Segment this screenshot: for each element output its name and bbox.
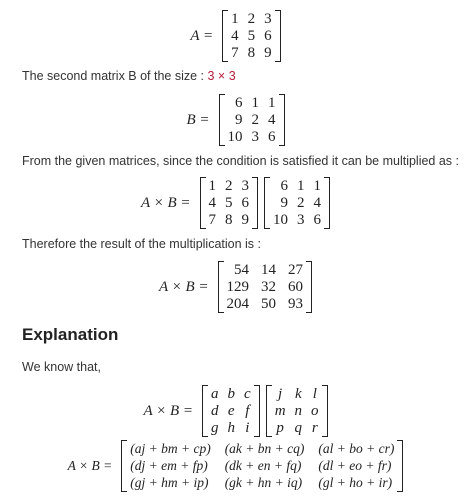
matrix-cell: 6	[268, 129, 276, 145]
matrix-a-label: A =	[190, 27, 214, 44]
matrix-cell: k	[294, 386, 302, 402]
matrix-cell: 3	[264, 11, 272, 27]
matrix-cell: 1	[208, 178, 217, 194]
matrix-cell: 3	[251, 129, 260, 145]
matrix-cell: (al + bo + cr)	[318, 441, 395, 456]
matrix-cell: e	[227, 403, 235, 419]
product-left-grid	[206, 177, 253, 229]
product-right-grid	[270, 177, 324, 229]
matrix-cell: 14	[261, 262, 277, 278]
matrix-cell: (dj + em + fp)	[130, 458, 208, 473]
matrix-cell: 129	[226, 279, 250, 295]
general-result-equation	[0, 440, 474, 492]
matrix-cell: j	[278, 386, 283, 402]
matrix-cell: 1	[231, 11, 239, 27]
matrix-cell: d	[211, 403, 219, 419]
we-know-paragraph: We know that,	[22, 360, 101, 374]
general-product-equation	[0, 385, 474, 437]
matrix-cell: r	[311, 420, 318, 436]
matrix-cell: (ak + bn + cq)	[224, 441, 305, 456]
matrix-cell: 204	[226, 296, 250, 312]
condition-paragraph: From the given matrices, since the condition is satisfied it can be multiplied as :	[22, 154, 460, 168]
general-result-label: A × B =	[67, 458, 113, 473]
matrix-cell: 7	[208, 212, 217, 228]
matrix-cell: l	[312, 386, 317, 402]
matrix-cell: 4	[313, 195, 322, 211]
matrix-cell: 6	[264, 28, 272, 44]
matrix-b-equation	[0, 94, 474, 146]
matrix-cell: 1	[313, 178, 322, 194]
matrix-cell: 60	[288, 279, 304, 295]
matrix-b-label: B =	[186, 111, 210, 128]
general-right-matrix	[266, 385, 328, 437]
product-setup-equation	[0, 177, 474, 229]
matrix-cell: i	[245, 420, 250, 436]
matrix-cell: p	[276, 420, 284, 436]
result-label: A × B =	[158, 278, 209, 295]
result-grid	[224, 261, 307, 313]
matrix-cell: 6	[241, 195, 250, 211]
matrix-cell: 10	[273, 212, 289, 228]
matrix-cell: (gl + ho + ir)	[318, 475, 393, 490]
result-matrix	[218, 261, 313, 313]
product-left-matrix	[200, 177, 259, 229]
matrix-cell: 6	[235, 95, 243, 111]
matrix-cell: 1	[297, 178, 305, 194]
general-result-grid	[127, 440, 397, 492]
matrix-cell: 3	[241, 178, 250, 194]
matrix-cell: 4	[208, 195, 217, 211]
matrix-cell: (dk + en + fq)	[224, 458, 302, 473]
matrix-cell: 9	[235, 112, 243, 128]
matrix-cell: 8	[247, 45, 256, 61]
matrix-cell: 9	[241, 212, 250, 228]
matrix-cell: 2	[297, 195, 305, 211]
matrix-cell: 2	[225, 178, 233, 194]
matrix-cell: (dl + eo + fr)	[318, 458, 392, 473]
matrix-cell: (gj + hm + ip)	[130, 475, 209, 490]
product-right-matrix	[264, 177, 330, 229]
general-left-matrix	[202, 385, 260, 437]
matrix-cell: 6	[313, 212, 322, 228]
matrix-b-grid	[225, 94, 279, 146]
general-right-grid	[272, 385, 322, 437]
matrix-cell: 1	[251, 95, 260, 111]
matrix-cell: 3	[297, 212, 305, 228]
matrix-b	[219, 94, 285, 146]
matrix-cell: f	[245, 403, 250, 419]
matrix-cell: 2	[247, 11, 256, 27]
matrix-cell: 1	[268, 95, 276, 111]
matrix-cell: 4	[231, 28, 239, 44]
intro-size: 3 × 3	[207, 69, 236, 83]
matrix-a-grid	[228, 10, 275, 62]
matrix-cell: m	[274, 403, 286, 419]
product-label: A × B =	[140, 194, 191, 211]
matrix-cell: 10	[227, 129, 243, 145]
matrix-cell: c	[244, 386, 251, 402]
matrix-cell: h	[227, 420, 236, 436]
matrix-cell: 6	[280, 178, 289, 194]
matrix-cell: (gk + hn + iq)	[224, 475, 303, 490]
matrix-cell: 50	[261, 296, 277, 312]
general-result-matrix	[121, 440, 403, 492]
matrix-cell: 27	[288, 262, 304, 278]
matrix-cell: 9	[264, 45, 272, 61]
matrix-cell: 32	[261, 279, 277, 295]
general-left-grid	[208, 385, 254, 437]
matrix-cell: 7	[231, 45, 239, 61]
intro-paragraph	[22, 69, 236, 83]
matrix-cell: n	[294, 403, 303, 419]
matrix-cell: (aj + bm + cp)	[130, 441, 211, 456]
matrix-a	[222, 10, 281, 62]
matrix-cell: b	[227, 386, 236, 402]
explanation-heading: Explanation	[22, 325, 119, 344]
matrix-cell: 8	[225, 212, 233, 228]
result-paragraph: Therefore the result of the multiplication is :	[22, 237, 262, 251]
matrix-cell: 93	[288, 296, 304, 312]
result-equation	[0, 261, 474, 313]
matrix-cell: a	[211, 386, 219, 402]
general-product-label: A × B =	[143, 402, 194, 419]
matrix-cell: q	[294, 420, 303, 436]
matrix-cell: 4	[268, 112, 276, 128]
matrix-cell: 2	[251, 112, 260, 128]
matrix-a-equation	[0, 10, 474, 62]
matrix-cell: 5	[225, 195, 233, 211]
intro-text: The second matrix B of the size :	[22, 69, 208, 83]
matrix-cell: o	[311, 403, 319, 419]
matrix-cell: 9	[280, 195, 289, 211]
matrix-cell: g	[211, 420, 219, 436]
matrix-cell: 54	[234, 262, 250, 278]
matrix-cell: 5	[247, 28, 256, 44]
